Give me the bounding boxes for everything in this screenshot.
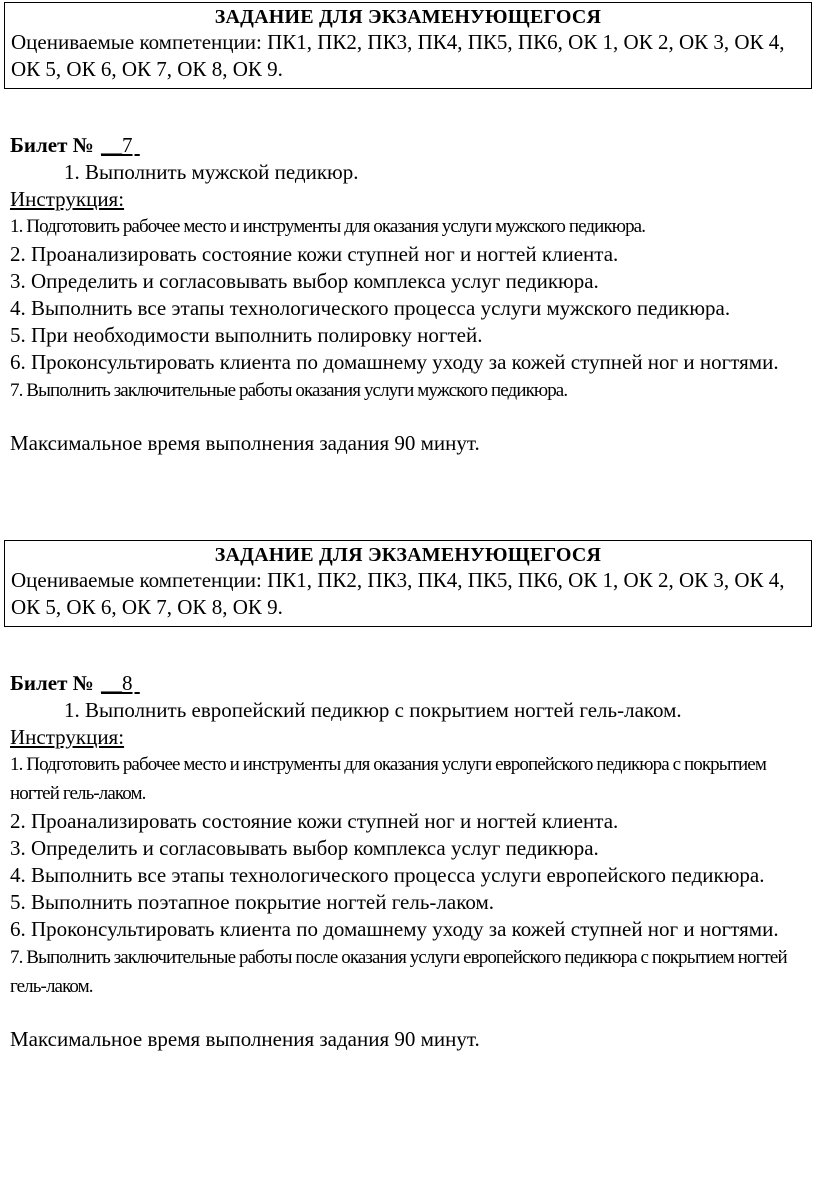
instruction-step: 1. Подготовить рабочее место и инструменты для оказания услуги мужского педикюра. (10, 216, 646, 237)
instruction-step: 3. Определить и согласовывать выбор комплекса услуг педикюра. (10, 269, 599, 293)
instruction-step: 7. Выполнить заключительные работы оказания услуги мужского педикюра. (10, 380, 568, 401)
instruction-step: 4. Выполнить все этапы технологического процесса услуги европейского педикюра. (10, 863, 765, 887)
ticket-number-line (0, 670, 816, 696)
task-text: 1. Выполнить европейский педикюр с покрытием ногтей гель-лаком. (64, 698, 682, 722)
competencies-text: Оцениваемые компетенции: ПК1, ПК2, ПК3, ПК4, ПК5, ПК6, ОК 1, ОК 2, ОК 3, ОК 4, ОК 5, ОК 6, ОК 7, ОК 8, ОК 9. (11, 568, 785, 619)
ticket-number-blank (135, 670, 151, 696)
instruction-step: 5. При необходимости выполнить полировку ногтей. (10, 323, 483, 347)
instruction-steps (0, 750, 816, 1001)
header-title: ЗАДАНИЕ ДЛЯ ЭКЗАМЕНУЮЩЕГОСЯ (214, 544, 602, 566)
instruction-label: Инструкция: (10, 725, 125, 749)
ticket-number: __7 (101, 133, 133, 157)
ticket-number: __8 (101, 671, 133, 695)
header-title: ЗАДАНИЕ ДЛЯ ЭКЗАМЕНУЮЩЕГОСЯ (214, 6, 602, 28)
ticket-number-line (0, 132, 816, 158)
ticket-8 (0, 540, 816, 1053)
ticket-label: Билет № (10, 133, 94, 157)
ticket-number-blank (135, 132, 151, 158)
instruction-step: 7. Выполнить заключительные работы после оказания услуги европейского педикюра с покрытием ногтей гель-лаком. (10, 947, 787, 997)
instruction-step: 2. Проанализировать состояние кожи ступней ног и ногтей клиента. (10, 809, 619, 833)
task-header-box (4, 2, 812, 89)
instruction-label: Инструкция: (10, 187, 125, 211)
instruction-step: 4. Выполнить все этапы технологического процесса услуги мужского педикюра. (10, 296, 731, 320)
instruction-step: 5. Выполнить поэтапное покрытие ногтей гель-лаком. (10, 890, 494, 914)
instruction-step: 3. Определить и согласовывать выбор комплекса услуг педикюра. (10, 836, 599, 860)
task-header-box (4, 540, 812, 627)
task-text: 1. Выполнить мужской педикюр. (64, 160, 359, 184)
instruction-steps (0, 212, 816, 405)
instruction-step: 2. Проанализировать состояние кожи ступней ног и ногтей клиента. (10, 242, 619, 266)
ticket-7 (0, 2, 816, 457)
max-time-text: Максимальное время выполнения задания 90 минут. (10, 431, 480, 455)
max-time-text: Максимальное время выполнения задания 90 минут. (10, 1027, 480, 1051)
instruction-step: 1. Подготовить рабочее место и инструменты для оказания услуги европейского педикюра с покрытием ногтей гель-лаком. (10, 754, 766, 804)
ticket-label: Билет № (10, 671, 94, 695)
competencies-text: Оцениваемые компетенции: ПК1, ПК2, ПК3, ПК4, ПК5, ПК6, ОК 1, ОК 2, ОК 3, ОК 4, ОК 5, ОК 6, ОК 7, ОК 8, ОК 9. (11, 30, 785, 81)
instruction-step: 6. Проконсультировать клиента по домашнему уходу за кожей ступней ног и ногтями. (10, 350, 779, 374)
instruction-step: 6. Проконсультировать клиента по домашнему уходу за кожей ступней ног и ногтями. (10, 917, 779, 941)
